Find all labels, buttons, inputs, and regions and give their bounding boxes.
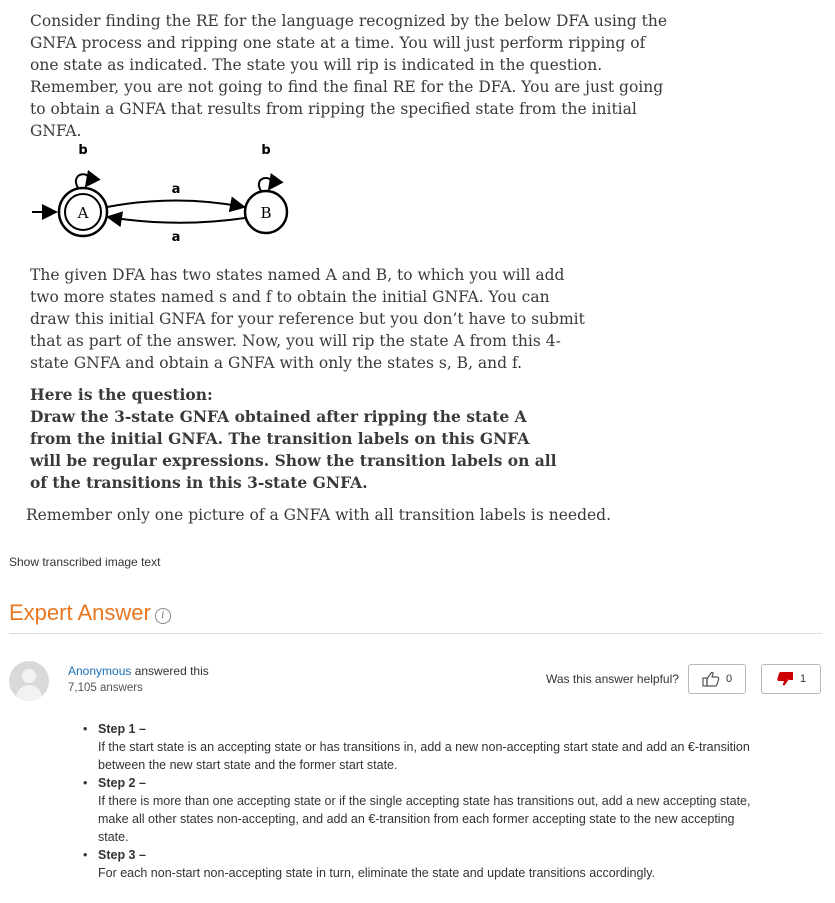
loop-a xyxy=(76,174,89,188)
edge-a-to-b-label: a xyxy=(171,182,181,197)
list-item xyxy=(78,846,768,882)
question-remember: Remember only one picture of a GNFA with all transition labels is needed. xyxy=(26,506,612,524)
list-item xyxy=(78,720,768,774)
expert-answer-title-text: Expert Answer xyxy=(9,600,151,625)
answered-suffix: answered this xyxy=(131,664,209,678)
helpful-label: Was this answer helpful? xyxy=(546,672,679,686)
thumbs-up-icon xyxy=(702,671,720,687)
question-heading xyxy=(30,384,590,494)
step-title: • Step 2 – xyxy=(98,776,146,790)
avatar-head xyxy=(22,669,36,683)
step-text: If there is more than one accepting state or if the single accepting state has transitions out, add a new accepting state, make all other states non-accepting, and add an €-transition from each former accepting state to the new accepting state. xyxy=(98,794,751,844)
step-title: • Step 3 – xyxy=(98,848,146,862)
loop-b xyxy=(259,178,272,191)
expert-answer-title xyxy=(9,600,171,626)
downvote-button[interactable] xyxy=(761,664,821,694)
info-icon[interactable]: i xyxy=(155,608,171,624)
edge-b-to-a-label: a xyxy=(171,230,181,245)
question-heading-line: will be regular expressions. Show the transition labels on all xyxy=(30,451,557,470)
answers-count: 7,105 answers xyxy=(68,682,143,694)
avatar-body xyxy=(16,685,42,701)
show-transcribed-link[interactable]: Show transcribed image text xyxy=(9,555,161,569)
steps-list xyxy=(78,720,768,882)
avatar xyxy=(9,661,49,701)
dfa-diagram xyxy=(28,136,298,246)
list-item xyxy=(78,774,768,846)
loop-a-label: b xyxy=(78,143,88,158)
upvote-count: 0 xyxy=(725,673,733,685)
question-heading-line: Draw the 3-state GNFA obtained after ripping the state A xyxy=(30,407,527,426)
upvote-button[interactable] xyxy=(688,664,746,694)
loop-b-label: b xyxy=(261,143,271,158)
divider xyxy=(9,633,822,634)
question-heading-line: of the transitions in this 3-state GNFA. xyxy=(30,473,368,492)
question-given-text: The given DFA has two states named A and B, to which you will add two more states named s and f to obtain the initial GNFA. You can draw this initial GNFA for your reference but you don’t have to submit that as part of the answer. Now, you will rip the state A from this 4-state GNFA and obtain a GNFA with only the states s, B, and f. xyxy=(30,266,585,372)
author-line xyxy=(68,664,209,678)
state-b-label: B xyxy=(260,204,272,222)
author-link[interactable]: Anonymous xyxy=(68,664,132,678)
question-intro: Consider finding the RE for the language recognized by the below DFA using the GNFA process and ripping one state at a time. You will just perform ripping of one state as indicated. The state you will rip is indicated in the question. Remember, you are not going to find the final RE for the DFA. You are just going to obtain a GNFA that results from ripping the specified state from the initial GNFA. xyxy=(30,12,668,140)
step-text: If the start state is an accepting state or has transitions in, add a new non-accepting start state and add an €-transition between the new start state and the former start state. xyxy=(98,740,750,772)
state-a-label: A xyxy=(77,204,89,222)
thumbs-down-icon xyxy=(776,671,794,687)
question-heading-line: Here is the question: xyxy=(30,385,213,404)
edge-a-to-b xyxy=(107,201,244,208)
downvote-count: 1 xyxy=(799,673,807,685)
question-heading-line: from the initial GNFA. The transition labels on this GNFA xyxy=(30,429,530,448)
edge-b-to-a xyxy=(108,217,245,223)
step-title: • Step 1 – xyxy=(98,722,146,736)
step-text: For each non-start non-accepting state in turn, eliminate the state and update transitions accordingly. xyxy=(98,866,656,880)
